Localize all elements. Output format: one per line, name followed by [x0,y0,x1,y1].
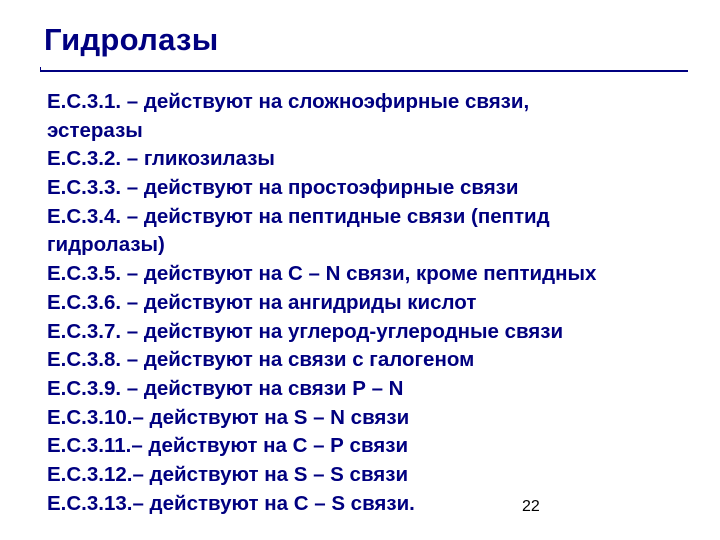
list-line: Е.С.3.6. – действуют на ангидриды кислот [47,290,477,314]
list-line: Е.С.3.13.– действуют на С – S связи. [47,491,415,515]
list-line: Е.С.3.8. – действуют на связи с галогеном [47,348,475,372]
list-line: Е.С.3.5. – действуют на С – N связи, кроме пептидных [47,262,597,286]
list-line: Е.С.3.3. – действуют на простоэфирные связи [47,176,519,200]
list-line: Е.С.3.11.– действуют на С – Р связи [47,434,409,458]
list-line: Е.С.3.1. – действуют на сложноэфирные связи, [47,90,530,113]
enzyme-class-list [47,88,707,518]
list-line: эстеразы [47,118,143,142]
page-number: 22 [522,498,540,515]
list-line: гидролазы) [47,233,165,257]
slide-title: Гидролазы [44,22,219,57]
list-line: Е.С.3.2. – гликозилазы [47,147,275,171]
list-line: Е.С.3.9. – действуют на связи Р – N [47,376,404,400]
list-line: Е.С.3.12.– действуют на S – S связи [47,462,409,486]
list-line: Е.С.3.4. – действуют на пептидные связи (пептид [47,204,550,228]
list-line: Е.С.3.10.– действуют на S – N связи [47,405,410,429]
title-underline [40,70,688,72]
list-line: Е.С.3.7. – действуют на углерод-углеродные связи [47,319,564,343]
